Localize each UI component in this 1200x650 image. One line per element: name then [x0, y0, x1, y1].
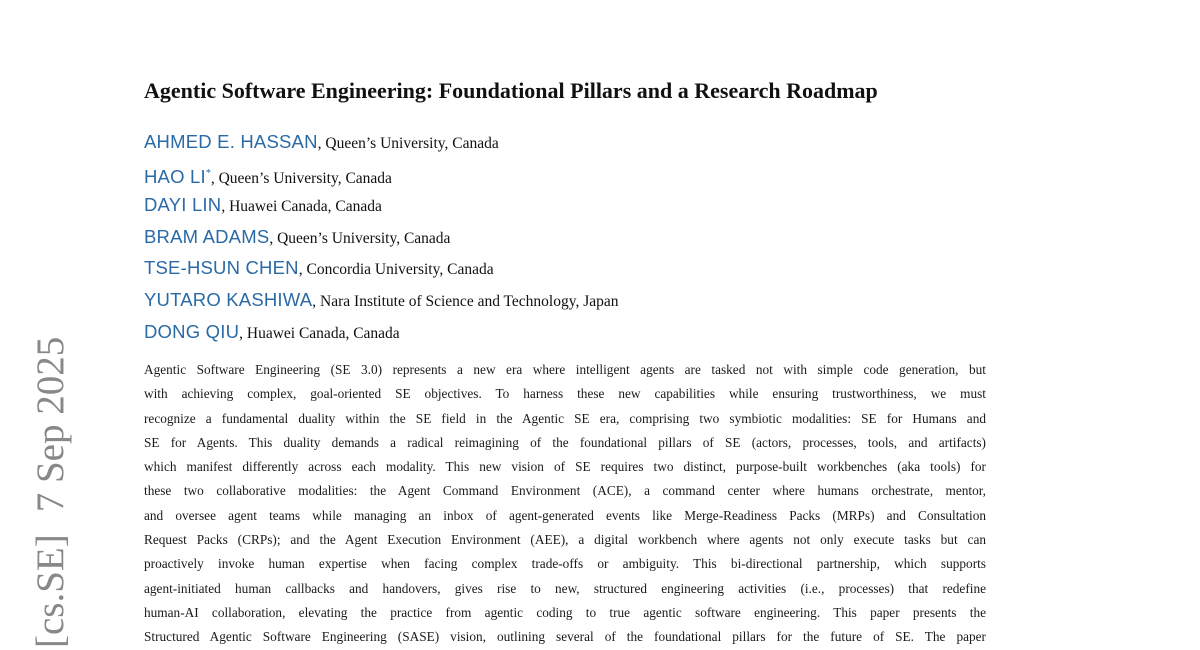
paper-title: Agentic Software Engineering: Foundational Pillars and a Research Roadmap	[144, 78, 878, 103]
author-separator: ,	[269, 229, 278, 247]
arxiv-category: [cs.SE]	[29, 534, 72, 648]
author-affiliation: Huawei Canada, Canada	[229, 198, 382, 216]
abstract-line: recognize a fundamental duality within the SE field in the Agentic SE era, comprising two symbiotic modalities: SE for Humans and	[144, 410, 986, 426]
author-entry	[144, 284, 1044, 316]
author-name[interactable]: DONG QIU	[144, 320, 240, 342]
author-separator: ,	[221, 198, 230, 216]
abstract-line: and oversee agent teams while managing an inbox of agent-generated events like Merge-Readiness Packs (MRPs) and Consultation	[144, 507, 986, 523]
corresponding-author-mark[interactable]: *	[205, 167, 211, 179]
abstract-line: SE for Agents. This duality demands a radical reimagining of the foundational pillars of SE (actors, processes, tools, and artifacts)	[144, 434, 986, 450]
abstract-line: agent-initiated human callbacks and handovers, gives rise to new, structured engineering activities (i.e., processes) that redefine	[144, 580, 986, 596]
abstract-line: proactively invoke human expertise when facing complex trade-offs or ambiguity. This bi-directional partnership, which supports	[144, 556, 986, 572]
author-name[interactable]: DAYI LIN	[144, 194, 222, 216]
abstract-line: with achieving complex, goal-oriented SE objectives. To harness these new capabilities while ensuring trustworthiness, we must	[144, 386, 986, 402]
author-affiliation: Huawei Canada, Canada	[246, 324, 400, 342]
abstract-line: human-AI collaboration, elevating the practice from agentic coding to true agentic software engineering. This paper presents the	[144, 604, 986, 620]
author-separator: ,	[298, 261, 307, 279]
abstract-line: Structured Agentic Software Engineering (SASE) vision, outlining several of the foundational pillars for the future of SE. The paper	[144, 629, 986, 645]
author-name[interactable]: AHMED E. HASSAN	[144, 131, 318, 152]
author-entry	[144, 158, 1044, 190]
author-affiliation: Queen’s University, Canada	[325, 135, 499, 152]
arxiv-identifier-stamp	[31, 337, 70, 648]
author-affiliation: Concordia University, Canada	[306, 261, 494, 279]
arxiv-date: 7 Sep 2025	[29, 336, 72, 513]
author-name[interactable]: TSE-HSUN CHEN	[144, 257, 299, 279]
author-affiliation: Nara Institute of Science and Technology, Japan	[320, 292, 619, 310]
author-affiliation: Queen’s University, Canada	[277, 229, 451, 247]
author-entry	[144, 316, 1044, 348]
author-name[interactable]: YUTARO KASHIWA	[144, 288, 313, 310]
abstract-line: these two collaborative modalities: the Agent Command Environment (ACE), a command center where humans orchestrate, mentor,	[144, 483, 986, 499]
author-name[interactable]: BRAM ADAMS	[144, 225, 270, 247]
author-affiliation: Queen’s University, Canada	[218, 169, 392, 187]
author-entry	[144, 252, 1044, 284]
author-separator: ,	[239, 324, 247, 342]
author-name[interactable]: HAO LI	[144, 165, 206, 187]
abstract-line: Agentic Software Engineering (SE 3.0) represents a new era where intelligent agents are tasked not with simple code generation, but	[144, 362, 986, 377]
author-list	[144, 126, 1044, 347]
abstract-line: which manifest differently across each modality. This new vision of SE requires two distinct, purpose-built workbenches (aka tools) for	[144, 459, 986, 475]
author-entry	[144, 126, 1044, 158]
author-entry	[144, 189, 1044, 221]
author-separator: ,	[317, 135, 326, 152]
author-separator: ,	[210, 169, 219, 187]
author-entry	[144, 221, 1044, 253]
abstract-line: Request Packs (CRPs); and the Agent Execution Environment (AEE), a digital workbench where agents not only execute tasks but can	[144, 532, 986, 548]
author-separator: ,	[312, 292, 321, 310]
abstract	[144, 358, 986, 650]
